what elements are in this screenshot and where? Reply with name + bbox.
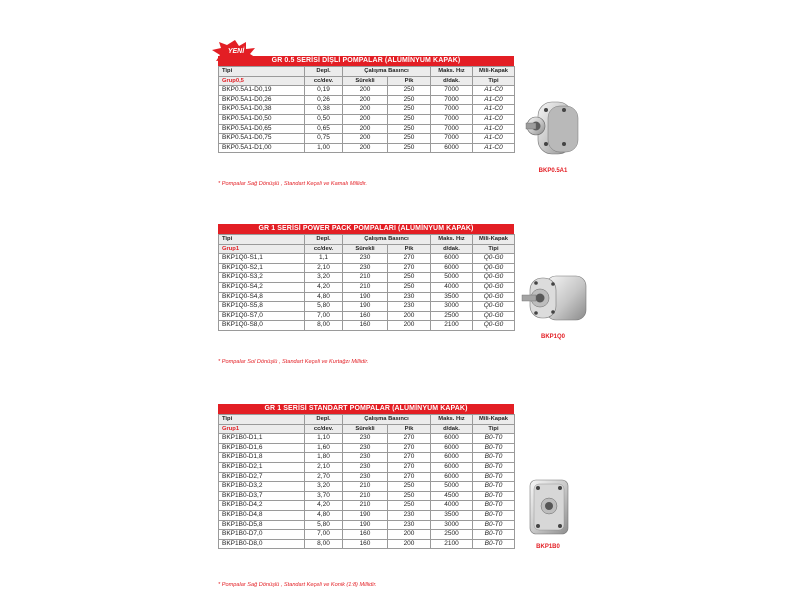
- cell-tipi: BKP1B0-D4,8: [219, 510, 305, 520]
- cell-mili: A1-C0: [473, 143, 515, 153]
- cell-surekli: 190: [343, 510, 388, 520]
- cell-mili: Q0-G0: [473, 263, 515, 273]
- cell-mili: B0-T0: [473, 472, 515, 482]
- table-row: [219, 273, 515, 283]
- col-max-speed: Maks. Hız: [431, 235, 473, 245]
- table-row: [219, 95, 515, 105]
- cell-depl: 3,70: [305, 491, 343, 501]
- col-pik: Pik: [388, 244, 431, 254]
- col-pressure: Çalışma Basıncı: [343, 67, 431, 77]
- cell-rpm: 5000: [431, 273, 473, 283]
- cell-depl: 7,00: [305, 311, 343, 321]
- table-row: [219, 134, 515, 144]
- cell-rpm: 4000: [431, 282, 473, 292]
- cell-rpm: 2500: [431, 530, 473, 540]
- cell-depl: 0,38: [305, 105, 343, 115]
- cell-tipi: BKP0.5A1-D1,00: [219, 143, 305, 153]
- cell-rpm: 2100: [431, 539, 473, 549]
- cell-surekli: 160: [343, 539, 388, 549]
- cell-pik: 250: [388, 86, 431, 96]
- cell-surekli: 210: [343, 501, 388, 511]
- table-row: [219, 462, 515, 472]
- cell-rpm: 2500: [431, 311, 473, 321]
- cell-depl: 7,00: [305, 530, 343, 540]
- cell-tipi: BKP1B0-D8,0: [219, 539, 305, 549]
- cell-tipi: BKP1B0-D2,7: [219, 472, 305, 482]
- cell-pik: 270: [388, 443, 431, 453]
- col-tipi: Tipi: [219, 67, 305, 77]
- new-badge-label: YENİ: [227, 48, 245, 55]
- cell-depl: 1,60: [305, 443, 343, 453]
- table-row: [219, 143, 515, 153]
- cell-rpm: 6000: [431, 263, 473, 273]
- cell-tipi: BKP1B0-D2,1: [219, 462, 305, 472]
- cell-rpm: 5000: [431, 482, 473, 492]
- cell-depl: 0,50: [305, 114, 343, 124]
- col-shaft: Mili-Kapak: [473, 67, 515, 77]
- cell-pik: 270: [388, 434, 431, 444]
- table-row: [219, 510, 515, 520]
- cell-tipi: BKP1B0-D3,2: [219, 482, 305, 492]
- cell-mili: B0-T0: [473, 434, 515, 444]
- cell-depl: 1,10: [305, 434, 343, 444]
- table-row: [219, 482, 515, 492]
- cell-tipi: BKP1B0-D1,6: [219, 443, 305, 453]
- cell-mili: A1-C0: [473, 124, 515, 134]
- spec-table: [218, 414, 515, 549]
- cell-mili: A1-C0: [473, 95, 515, 105]
- table-row: [219, 105, 515, 115]
- cell-pik: 270: [388, 472, 431, 482]
- pump-image-bkp05a1: [522, 98, 582, 160]
- cell-tipi: BKP1Q0-S5,8: [219, 302, 305, 312]
- cell-pik: 250: [388, 105, 431, 115]
- cell-mili: Q0-G0: [473, 321, 515, 331]
- cell-pik: 250: [388, 143, 431, 153]
- col-surekli: Sürekli: [343, 424, 388, 434]
- cell-depl: 8,00: [305, 539, 343, 549]
- cell-surekli: 160: [343, 530, 388, 540]
- cell-rpm: 3000: [431, 302, 473, 312]
- cell-tipi: BKP1B0-D3,7: [219, 491, 305, 501]
- cell-mili: A1-C0: [473, 105, 515, 115]
- cell-mili: B0-T0: [473, 530, 515, 540]
- cell-tipi: BKP0.5A1-D0,26: [219, 95, 305, 105]
- pump-image-bkp1q0: [520, 270, 588, 326]
- table-row: [219, 443, 515, 453]
- col-surekli: Sürekli: [343, 76, 388, 86]
- cell-tipi: BKP0.5A1-D0,19: [219, 86, 305, 96]
- col-tipi: Tipi: [219, 415, 305, 425]
- cell-pik: 250: [388, 114, 431, 124]
- cell-rpm: 6000: [431, 462, 473, 472]
- cell-tipi: BKP1B0-D1,8: [219, 453, 305, 463]
- table-row: [219, 472, 515, 482]
- cell-pik: 250: [388, 491, 431, 501]
- cell-rpm: 6000: [431, 453, 473, 463]
- col-max-speed: Maks. Hız: [431, 67, 473, 77]
- cell-surekli: 200: [343, 114, 388, 124]
- cell-depl: 0,75: [305, 134, 343, 144]
- subheader-row: [219, 76, 515, 86]
- col-tipi2: Tipi: [473, 244, 515, 254]
- cell-surekli: 230: [343, 254, 388, 264]
- cell-pik: 200: [388, 530, 431, 540]
- col-depl: Depl.: [305, 235, 343, 245]
- group-label: Grup1: [219, 244, 305, 254]
- cell-pik: 270: [388, 254, 431, 264]
- table-row: [219, 520, 515, 530]
- cell-depl: 5,80: [305, 520, 343, 530]
- cell-rpm: 7000: [431, 124, 473, 134]
- cell-depl: 3,20: [305, 482, 343, 492]
- cell-surekli: 160: [343, 321, 388, 331]
- col-unit: cc/dev.: [305, 244, 343, 254]
- subheader-row: [219, 424, 515, 434]
- cell-surekli: 230: [343, 443, 388, 453]
- cell-tipi: BKP0.5A1-D0,75: [219, 134, 305, 144]
- table-row: [219, 311, 515, 321]
- cell-surekli: 210: [343, 491, 388, 501]
- col-unit: cc/dev.: [305, 424, 343, 434]
- section-note: * Pompalar Sağ Dönüşlü , Standart Keçeli ve Kamalı Millidir.: [218, 181, 368, 187]
- cell-mili: B0-T0: [473, 501, 515, 511]
- cell-pik: 250: [388, 282, 431, 292]
- cell-rpm: 4000: [431, 501, 473, 511]
- section-note: * Pompalar Sağ Dönüşlü , Standart Keçeli ve Konik (1:8) Millidir.: [218, 582, 377, 588]
- cell-surekli: 230: [343, 472, 388, 482]
- cell-mili: A1-C0: [473, 86, 515, 96]
- section-gr1-power-pack: [218, 224, 514, 331]
- cell-depl: 0,65: [305, 124, 343, 134]
- table-row: [219, 453, 515, 463]
- cell-mili: Q0-G0: [473, 282, 515, 292]
- cell-surekli: 230: [343, 263, 388, 273]
- cell-pik: 250: [388, 482, 431, 492]
- table-row: [219, 321, 515, 331]
- cell-surekli: 200: [343, 124, 388, 134]
- cell-mili: B0-T0: [473, 520, 515, 530]
- table-row: [219, 302, 515, 312]
- cell-mili: Q0-G0: [473, 292, 515, 302]
- header-row: [219, 415, 515, 425]
- cell-depl: 2,10: [305, 462, 343, 472]
- cell-depl: 4,80: [305, 292, 343, 302]
- cell-depl: 1,1: [305, 254, 343, 264]
- cell-depl: 5,80: [305, 302, 343, 312]
- col-tipi2: Tipi: [473, 76, 515, 86]
- cell-mili: B0-T0: [473, 462, 515, 472]
- cell-depl: 0,19: [305, 86, 343, 96]
- cell-surekli: 200: [343, 105, 388, 115]
- cell-surekli: 210: [343, 273, 388, 283]
- cell-pik: 250: [388, 95, 431, 105]
- cell-tipi: BKP0.5A1-D0,38: [219, 105, 305, 115]
- header-row: [219, 67, 515, 77]
- cell-mili: B0-T0: [473, 453, 515, 463]
- cell-tipi: BKP1B0-D7,0: [219, 530, 305, 540]
- cell-pik: 200: [388, 321, 431, 331]
- cell-pik: 230: [388, 302, 431, 312]
- table-row: [219, 539, 515, 549]
- cell-rpm: 6000: [431, 254, 473, 264]
- cell-tipi: BKP1Q0-S8,0: [219, 321, 305, 331]
- cell-surekli: 200: [343, 134, 388, 144]
- cell-rpm: 4500: [431, 491, 473, 501]
- col-depl: Depl.: [305, 67, 343, 77]
- cell-mili: B0-T0: [473, 510, 515, 520]
- cell-depl: 3,20: [305, 273, 343, 283]
- cell-pik: 270: [388, 263, 431, 273]
- spec-table: [218, 66, 515, 153]
- cell-tipi: BKP1Q0-S7,0: [219, 311, 305, 321]
- cell-pik: 200: [388, 539, 431, 549]
- cell-rpm: 3000: [431, 520, 473, 530]
- cell-pik: 250: [388, 124, 431, 134]
- cell-depl: 1,80: [305, 453, 343, 463]
- cell-mili: Q0-G0: [473, 311, 515, 321]
- cell-tipi: BKP1Q0-S4,2: [219, 282, 305, 292]
- section-title: GR 0.5 SERİSİ DİŞLİ POMPALAR (ALÜMİNYUM KAPAK): [218, 56, 514, 66]
- cell-pik: 270: [388, 453, 431, 463]
- group-label: Grup0,5: [219, 76, 305, 86]
- table-row: [219, 254, 515, 264]
- pump-label: BKP0.5A1: [538, 168, 568, 174]
- col-unit: cc/dev.: [305, 76, 343, 86]
- cell-rpm: 6000: [431, 443, 473, 453]
- cell-surekli: 200: [343, 86, 388, 96]
- table-row: [219, 124, 515, 134]
- col-rpm: d/dak.: [431, 244, 473, 254]
- col-surekli: Sürekli: [343, 244, 388, 254]
- section-note: * Pompalar Sol Dönüşlü , Standart Keçeli ve Kurtağzı Millidir.: [218, 359, 369, 365]
- cell-rpm: 7000: [431, 86, 473, 96]
- cell-mili: B0-T0: [473, 539, 515, 549]
- section-gr05: [218, 56, 514, 153]
- col-shaft: Mili-Kapak: [473, 235, 515, 245]
- table-row: [219, 292, 515, 302]
- pump-label: BKP1Q0: [540, 334, 565, 340]
- cell-mili: Q0-G0: [473, 273, 515, 283]
- section-gr1-standart: [218, 404, 514, 549]
- cell-depl: 8,00: [305, 321, 343, 331]
- cell-tipi: BKP0.5A1-D0,50: [219, 114, 305, 124]
- cell-surekli: 190: [343, 292, 388, 302]
- cell-pik: 230: [388, 292, 431, 302]
- cell-pik: 250: [388, 501, 431, 511]
- cell-surekli: 210: [343, 282, 388, 292]
- col-depl: Depl.: [305, 415, 343, 425]
- table-row: [219, 86, 515, 96]
- table-row: [219, 282, 515, 292]
- cell-rpm: 7000: [431, 95, 473, 105]
- cell-surekli: 190: [343, 520, 388, 530]
- cell-tipi: BKP1Q0-S2,1: [219, 263, 305, 273]
- table-row: [219, 501, 515, 511]
- cell-mili: B0-T0: [473, 443, 515, 453]
- cell-surekli: 230: [343, 453, 388, 463]
- table-row: [219, 434, 515, 444]
- cell-tipi: BKP1Q0-S3,2: [219, 273, 305, 283]
- cell-tipi: BKP1B0-D5,8: [219, 520, 305, 530]
- cell-mili: Q0-G0: [473, 254, 515, 264]
- cell-surekli: 160: [343, 311, 388, 321]
- cell-mili: A1-C0: [473, 114, 515, 124]
- cell-depl: 1,00: [305, 143, 343, 153]
- cell-surekli: 200: [343, 143, 388, 153]
- cell-depl: 4,80: [305, 510, 343, 520]
- col-rpm: d/dak.: [431, 424, 473, 434]
- col-tipi: Tipi: [219, 235, 305, 245]
- col-pressure: Çalışma Basıncı: [343, 235, 431, 245]
- cell-rpm: 6000: [431, 143, 473, 153]
- group-label: Grup1: [219, 424, 305, 434]
- table-row: [219, 114, 515, 124]
- cell-pik: 230: [388, 510, 431, 520]
- cell-mili: Q0-G0: [473, 302, 515, 312]
- cell-tipi: BKP1Q0-S1,1: [219, 254, 305, 264]
- cell-mili: B0-T0: [473, 491, 515, 501]
- col-shaft: Mili-Kapak: [473, 415, 515, 425]
- table-row: [219, 530, 515, 540]
- cell-rpm: 3500: [431, 292, 473, 302]
- cell-depl: 2,70: [305, 472, 343, 482]
- cell-pik: 270: [388, 462, 431, 472]
- cell-pik: 250: [388, 134, 431, 144]
- cell-surekli: 210: [343, 482, 388, 492]
- cell-pik: 250: [388, 273, 431, 283]
- cell-tipi: BKP1B0-D4,2: [219, 501, 305, 511]
- cell-tipi: BKP1B0-D1,1: [219, 434, 305, 444]
- cell-rpm: 6000: [431, 472, 473, 482]
- cell-depl: 2,10: [305, 263, 343, 273]
- cell-rpm: 2100: [431, 321, 473, 331]
- cell-surekli: 230: [343, 462, 388, 472]
- cell-surekli: 200: [343, 95, 388, 105]
- pump-image-bkp1b0: [524, 476, 572, 538]
- col-pressure: Çalışma Basıncı: [343, 415, 431, 425]
- col-max-speed: Maks. Hız: [431, 415, 473, 425]
- header-row: [219, 235, 515, 245]
- cell-pik: 230: [388, 520, 431, 530]
- subheader-row: [219, 244, 515, 254]
- col-rpm: d/dak.: [431, 76, 473, 86]
- cell-surekli: 190: [343, 302, 388, 312]
- cell-depl: 4,20: [305, 501, 343, 511]
- pump-label: BKP1B0: [536, 544, 560, 550]
- cell-pik: 200: [388, 311, 431, 321]
- cell-rpm: 3500: [431, 510, 473, 520]
- cell-tipi: BKP1Q0-S4,8: [219, 292, 305, 302]
- col-pik: Pik: [388, 424, 431, 434]
- table-row: [219, 263, 515, 273]
- cell-rpm: 6000: [431, 434, 473, 444]
- cell-rpm: 7000: [431, 105, 473, 115]
- table-row: [219, 491, 515, 501]
- cell-surekli: 230: [343, 434, 388, 444]
- spec-table: [218, 234, 515, 331]
- cell-rpm: 7000: [431, 134, 473, 144]
- col-tipi2: Tipi: [473, 424, 515, 434]
- cell-rpm: 7000: [431, 114, 473, 124]
- col-pik: Pik: [388, 76, 431, 86]
- cell-mili: B0-T0: [473, 482, 515, 492]
- section-title: GR 1 SERİSİ POWER PACK POMPALARI (ALÜMİNYUM KAPAK): [218, 224, 514, 234]
- section-title: GR 1 SERİSİ STANDART POMPALAR (ALÜMİNYUM KAPAK): [218, 404, 514, 414]
- cell-depl: 4,20: [305, 282, 343, 292]
- cell-depl: 0,26: [305, 95, 343, 105]
- cell-mili: A1-C0: [473, 134, 515, 144]
- cell-tipi: BKP0.5A1-D0,65: [219, 124, 305, 134]
